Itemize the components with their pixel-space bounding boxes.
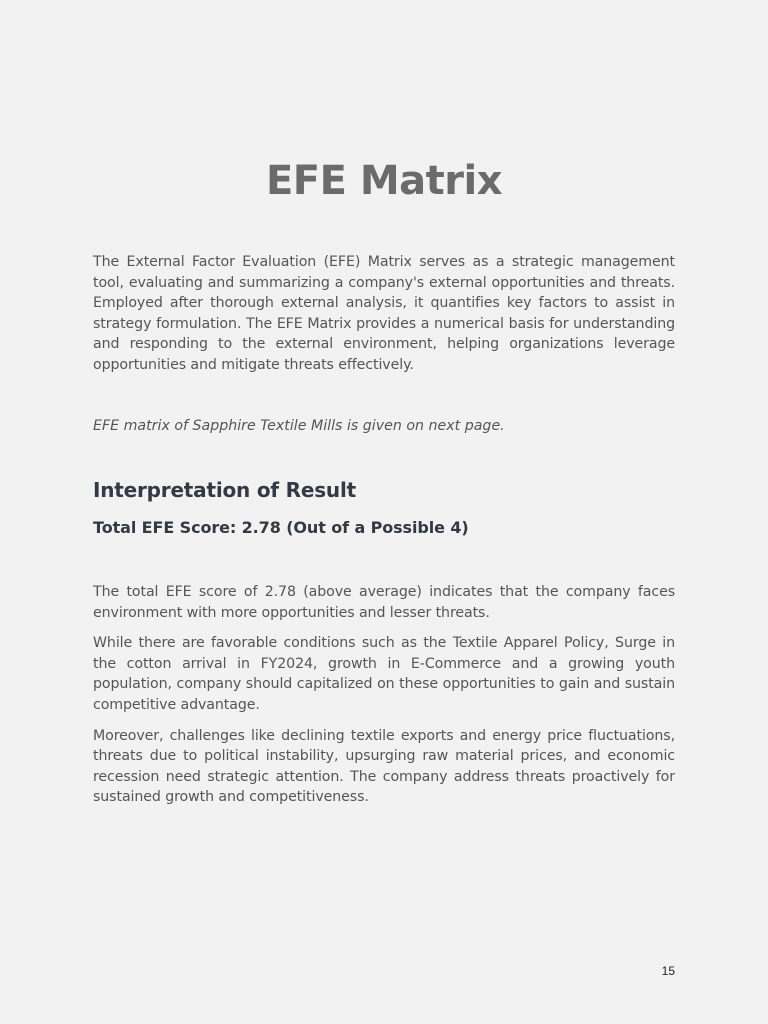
intro-paragraph: The External Factor Evaluation (EFE) Matrix serves as a strategic management tool, evaluating and summarizing a company's external opportunities and threats. Employed after thorough external analysis, it quantifies key factors to assist in strategy formulation. The EFE Matrix provides a numerical basis for understanding and responding to the external environment, helping organizations leverage opportunities and mitigate threats effectively. [93, 254, 675, 373]
page-title: EFE Matrix [265, 158, 503, 204]
next-page-note: EFE matrix of Sapphire Textile Mills is given on next page. [93, 418, 505, 434]
interpretation-paragraph: While there are favorable conditions such as the Textile Apparel Policy, Surge in the cotton arrival in FY2024, growth in E-Commerce and a growing youth population, company should capitalized on these opportunities to gain and sustain competitive advantage. [93, 635, 675, 713]
interpretation-paragraph: The total EFE score of 2.78 (above average) indicates that the company faces environment with more opportunities and lesser threats. [93, 584, 675, 621]
page-number: 15 [661, 964, 675, 978]
interpretation-body [93, 582, 675, 818]
section-heading: Interpretation of Result [93, 478, 356, 502]
interpretation-paragraph: Moreover, challenges like declining textile exports and energy price fluctuations, threats due to political instability, upsurging raw material prices, and economic recession need strategic attention. The company address threats proactively for sustained growth and competitiveness. [93, 727, 675, 806]
document-page [93, 0, 675, 1024]
total-efe-score: Total EFE Score: 2.78 (Out of a Possible 4) [93, 518, 469, 537]
